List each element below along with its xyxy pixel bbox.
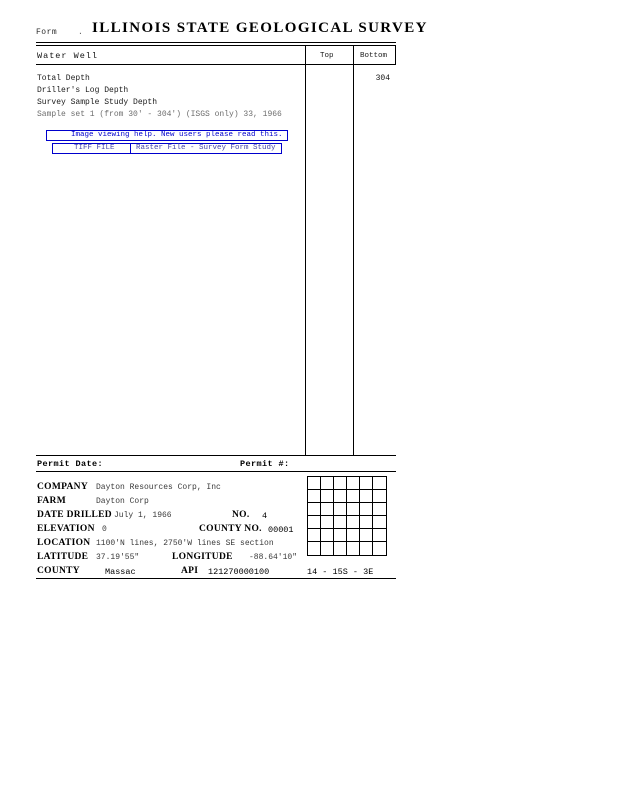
field-value-township-range: 14 - 15S - 3E [307,567,374,577]
grid-cell [308,516,321,529]
grid-cell [308,503,321,516]
column-header-bottom: Bottom [360,52,388,60]
form-number: . [78,28,83,37]
grid-cell [321,490,334,503]
field-label-elevation: ELEVATION [37,524,95,534]
grid-cell [347,477,360,490]
grid-cell [308,490,321,503]
grid-cell [360,477,373,490]
grid-cell [347,503,360,516]
field-label-api: API [181,566,199,576]
grid-cell [308,542,321,555]
grid-cell [373,516,386,529]
field-value-latitude: 37.19'55" [96,553,140,562]
table-row: Survey Sample Study Depth [37,98,158,107]
field-label-company: COMPANY [37,482,88,492]
grid-cell [334,503,347,516]
field-label-county-no: COUNTY NO. [199,524,262,534]
field-label-location: LOCATION [37,538,91,548]
field-value-longitude: -88.64'10" [249,553,298,562]
field-value-date-drilled: July 1, 1966 [114,511,172,520]
field-value-api: 121270000100 [208,567,270,577]
grid-cell [373,529,386,542]
table-row: Sample set 1 (from 30' - 304') (ISGS only) 33, 1966 [37,110,282,119]
field-label-latitude: LATITUDE [37,552,89,562]
grid-cell [334,516,347,529]
field-value-company: Dayton Resources Corp, Inc [96,483,221,492]
field-value-no: 4 [262,511,268,521]
table-bottom-rule [36,455,396,456]
table-row-bottom-value: 304 [375,74,390,83]
field-value-location: 1100'N lines, 2750'W lines SE section [96,539,274,548]
column-divider-left [305,45,306,455]
column-header-top: Top [320,52,334,60]
grid-cell [321,477,334,490]
page-title: ILLINOIS STATE GEOLOGICAL SURVEY [92,20,428,36]
grid-cell [334,477,347,490]
grid-cell [360,542,373,555]
grid-cell [347,529,360,542]
grid-cell [308,529,321,542]
fields-bottom-rule [36,578,396,579]
grid-cell [360,490,373,503]
table-row: Total Depth [37,74,90,83]
field-value-farm: Dayton Corp [96,497,149,506]
grid-cell [360,529,373,542]
grid-cell [360,516,373,529]
field-label-no: NO. [232,510,250,520]
field-label-farm: FARM [37,496,66,506]
grid-cell [373,477,386,490]
field-value-county-no: 00001 [268,525,294,535]
grid-cell [321,503,334,516]
title-rule [36,42,396,43]
section-grid [307,476,387,556]
permit-date-label: Permit Date: [37,459,104,469]
grid-cell [334,490,347,503]
grid-cell [321,542,334,555]
table-header-rule [36,64,396,65]
table-right-edge [395,45,396,65]
column-divider-right [353,45,354,455]
grid-cell [321,516,334,529]
table-row: Driller's Log Depth [37,86,129,95]
grid-cell [373,490,386,503]
grid-cell [373,503,386,516]
permit-number-label: Permit #: [240,459,290,469]
field-label-longitude: LONGITUDE [172,552,233,562]
field-label-county: COUNTY [37,566,80,576]
grid-cell [360,503,373,516]
form-label: Form [36,28,58,37]
image-help-link-label[interactable]: Image viewing help. New users please read this. [71,131,283,139]
grid-cell [347,490,360,503]
grid-cell [334,542,347,555]
grid-cell [347,516,360,529]
record-type-label: Water Well [37,51,99,61]
field-label-date-drilled: DATE DRILLED [37,510,112,520]
grid-cell [308,477,321,490]
grid-cell [321,529,334,542]
grid-cell [373,542,386,555]
tiff-file-link-label[interactable]: TIFF FILE [74,144,115,152]
raster-file-link-label[interactable]: Raster File - Survey Form Study [136,144,276,152]
grid-cell [334,529,347,542]
permit-rule [36,471,396,472]
field-value-county: Massac [105,567,136,577]
grid-cell [347,542,360,555]
table-top-rule [36,45,396,46]
field-value-elevation: 0 [102,525,107,534]
